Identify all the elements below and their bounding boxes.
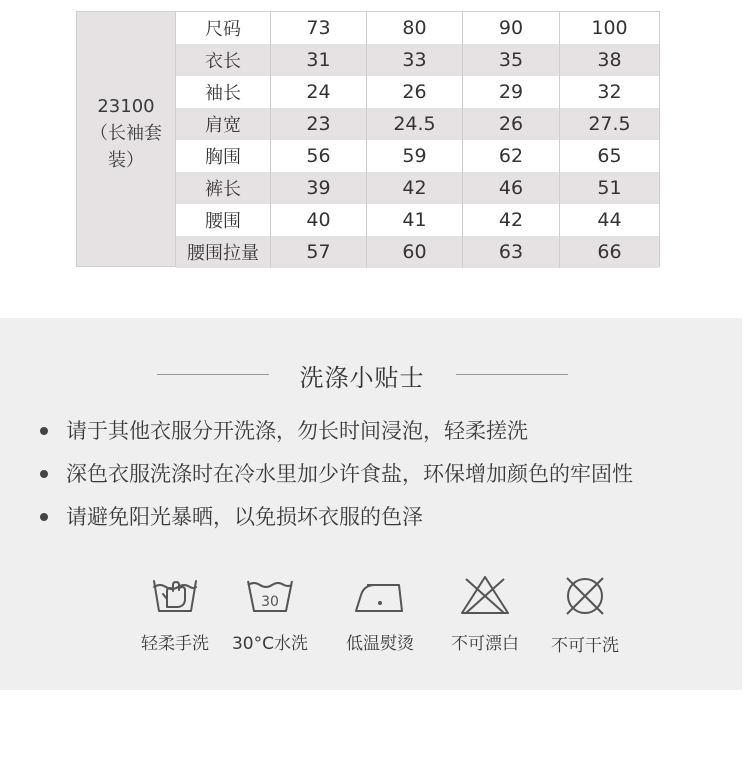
care-symbol: [120, 573, 230, 654]
title-divider-right: [456, 374, 568, 375]
row-label: 胸围: [176, 140, 271, 172]
bullet-icon: [40, 513, 48, 521]
wash-temperature: 30: [261, 594, 279, 610]
table-row: [176, 204, 659, 236]
table-cell: 59: [367, 140, 463, 172]
row-label: 衣长: [176, 44, 271, 76]
table-cell: 80: [367, 12, 463, 44]
symbol-label: 不可干洗: [551, 636, 619, 656]
table-cell: 100: [591, 17, 628, 39]
tip-text: 请避免阳光暴晒，以免损坏衣服的色泽: [66, 505, 423, 529]
table-cell: 51: [597, 177, 622, 199]
table-cell: 26: [367, 76, 463, 108]
low-iron-icon: [353, 573, 407, 617]
table-row: [176, 172, 659, 204]
table-cell: 60: [367, 236, 463, 268]
table-cell: 38: [597, 49, 622, 71]
row-label: 裤长: [176, 172, 271, 204]
symbol-label: 30°C水洗: [231, 634, 308, 654]
table-cell: 46: [463, 172, 560, 204]
table-cell: 33: [367, 44, 463, 76]
symbol-label: 不可漂白: [451, 634, 519, 654]
table-cell: 57: [271, 236, 367, 268]
table-row: [176, 76, 659, 108]
table-row: [176, 140, 659, 172]
bullet-icon: [40, 427, 48, 435]
tip-text: 请于其他衣服分开洗涤，勿长时间浸泡，轻柔搓洗: [66, 419, 528, 443]
table-cell: 29: [463, 76, 560, 108]
symbol-label: 轻柔手洗: [141, 634, 209, 654]
size-table: [76, 11, 660, 267]
care-tips-list: [40, 416, 633, 545]
table-row: [176, 12, 659, 44]
care-symbols: [120, 573, 640, 663]
symbol-label: 低温熨烫: [346, 634, 414, 654]
care-section: [0, 318, 742, 690]
table-cell: 73: [271, 12, 367, 44]
tip-text: 深色衣服洗涤时在冷水里加少许食盐，环保增加颜色的牢固性: [66, 462, 633, 486]
table-cell: 41: [367, 204, 463, 236]
no-dry-clean-icon: [560, 573, 610, 619]
care-symbol: [325, 573, 435, 654]
row-label: 腰围拉量: [176, 236, 271, 268]
table-cell: 62: [463, 140, 560, 172]
size-rows: [176, 12, 659, 266]
table-cell: 24.5: [367, 108, 463, 140]
model-cell: [77, 12, 176, 266]
table-cell: 66: [597, 241, 622, 263]
care-title: 洗涤小贴士: [299, 364, 425, 392]
bullet-icon: [40, 470, 48, 478]
list-item: [40, 502, 633, 545]
table-cell: 39: [271, 172, 367, 204]
table-cell: 40: [271, 204, 367, 236]
row-label: 肩宽: [176, 108, 271, 140]
wash-30-icon: [245, 573, 295, 617]
table-cell: 90: [463, 12, 560, 44]
table-row: [176, 236, 659, 268]
no-bleach-icon: [458, 573, 512, 617]
table-cell: 26: [463, 108, 560, 140]
table-cell: 23: [271, 108, 367, 140]
list-item: [40, 459, 633, 502]
table-row: [176, 108, 659, 140]
table-cell: 31: [271, 44, 367, 76]
row-label: 尺码: [176, 12, 271, 44]
care-symbol: [215, 573, 325, 654]
table-cell: 35: [463, 44, 560, 76]
hand-wash-icon: [150, 573, 200, 617]
table-row: [176, 44, 659, 76]
table-cell: 42: [463, 204, 560, 236]
table-cell: 42: [367, 172, 463, 204]
table-cell: 65: [597, 145, 622, 167]
table-cell: 32: [597, 81, 622, 103]
table-cell: 56: [271, 140, 367, 172]
table-cell: 24: [271, 76, 367, 108]
list-item: [40, 416, 633, 459]
table-cell: 63: [463, 236, 560, 268]
row-label: 腰围: [176, 204, 271, 236]
care-symbol: [530, 573, 640, 656]
care-symbol: [430, 573, 540, 654]
model-name: 23100 （长袖套 装）: [90, 95, 162, 171]
row-label: 袖长: [176, 76, 271, 108]
table-cell: 44: [597, 209, 622, 231]
table-cell: 27.5: [588, 113, 631, 135]
